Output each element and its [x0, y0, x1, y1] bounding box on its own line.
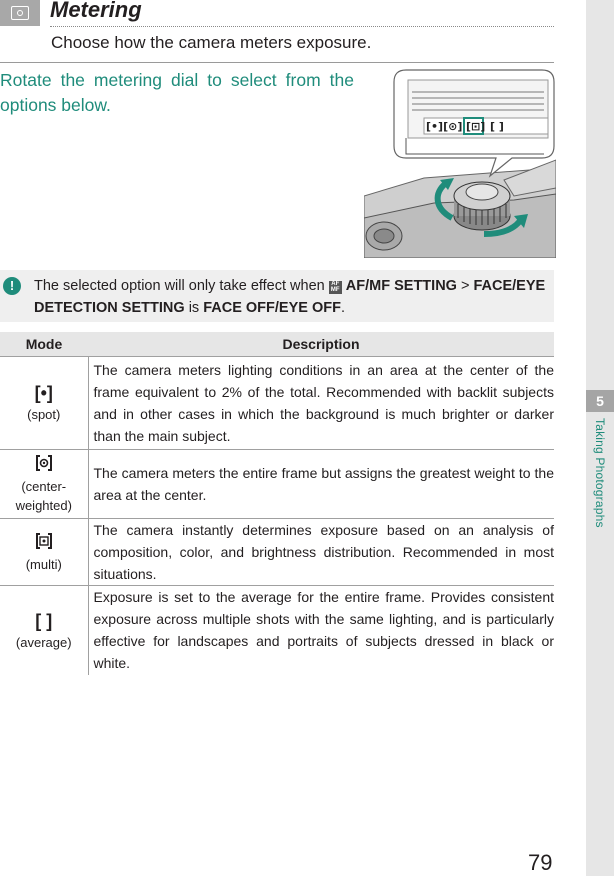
description-cell: The camera instantly determines exposure based on an analysis of composition, color, and brightness distribution. Recommended in most situations.: [88, 518, 554, 585]
header-rule: [0, 62, 554, 63]
mode-name: (average): [15, 634, 72, 650]
table-row: [0, 449, 554, 518]
mode-cell: [0, 356, 88, 449]
caution-note: [0, 270, 554, 322]
page-title: Metering: [50, 0, 142, 22]
mode-name: (multi): [25, 556, 62, 572]
description-cell: The camera meters the entire frame but assigns the greatest weight to the area at the center.: [88, 449, 554, 518]
af-mf-setting-icon: AF MF: [329, 281, 342, 294]
mode-cell: [0, 518, 88, 585]
table-header-row: [0, 332, 554, 356]
page-number: 79: [528, 850, 553, 875]
chapter-label: Taking Photographs: [593, 418, 607, 528]
mode-name: (spot): [27, 407, 61, 422]
mode-name: (center-weighted): [15, 479, 72, 513]
mode-cell: [0, 585, 88, 675]
metering-icon: [0, 0, 40, 26]
caution-icon: !: [3, 277, 21, 295]
intro-text: Rotate the metering dial to select from the options below.: [0, 70, 354, 115]
spot-metering-icon: [•]: [34, 383, 53, 403]
multi-metering-icon: [36, 533, 52, 549]
svg-text:[⊡]: [⊡]: [466, 120, 486, 133]
center-weighted-metering-icon: [36, 455, 52, 471]
svg-text:[•][⊙]: [•][⊙]: [426, 120, 463, 133]
metering-modes-table: [0, 332, 554, 675]
table-row: [0, 356, 554, 449]
mode-header: Mode: [0, 332, 88, 356]
title-divider: [50, 26, 554, 27]
table-row: [0, 518, 554, 585]
average-metering-icon: [ ]: [35, 610, 53, 631]
camera-dial-illustration: [364, 68, 556, 258]
note-text: The selected option will only take effect when AF MF AF/MF SETTING > FACE/EYE DETECTION SETTING is FACE OFF/EYE OFF.: [34, 278, 546, 316]
description-cell: The camera meters lighting conditions in an area at the center of the frame equivalent to 2% of the total. Recommended with backlit subjects and in other cases in which the background is much brighter or darker than the main subject.: [88, 356, 554, 449]
mode-cell: [0, 449, 88, 518]
description-cell: Exposure is set to the average for the entire frame. Provides consistent exposure across multiple shots with the same lighting, and is particularly effective for landscapes and portraits of subjects dressed in black or white.: [88, 585, 554, 675]
page-subtitle: Choose how the camera meters exposure.: [51, 33, 372, 52]
description-header: Description: [88, 332, 554, 356]
table-row: [0, 585, 554, 675]
chapter-number: 5: [586, 390, 614, 412]
svg-text:[ ]: [ ]: [490, 120, 504, 133]
